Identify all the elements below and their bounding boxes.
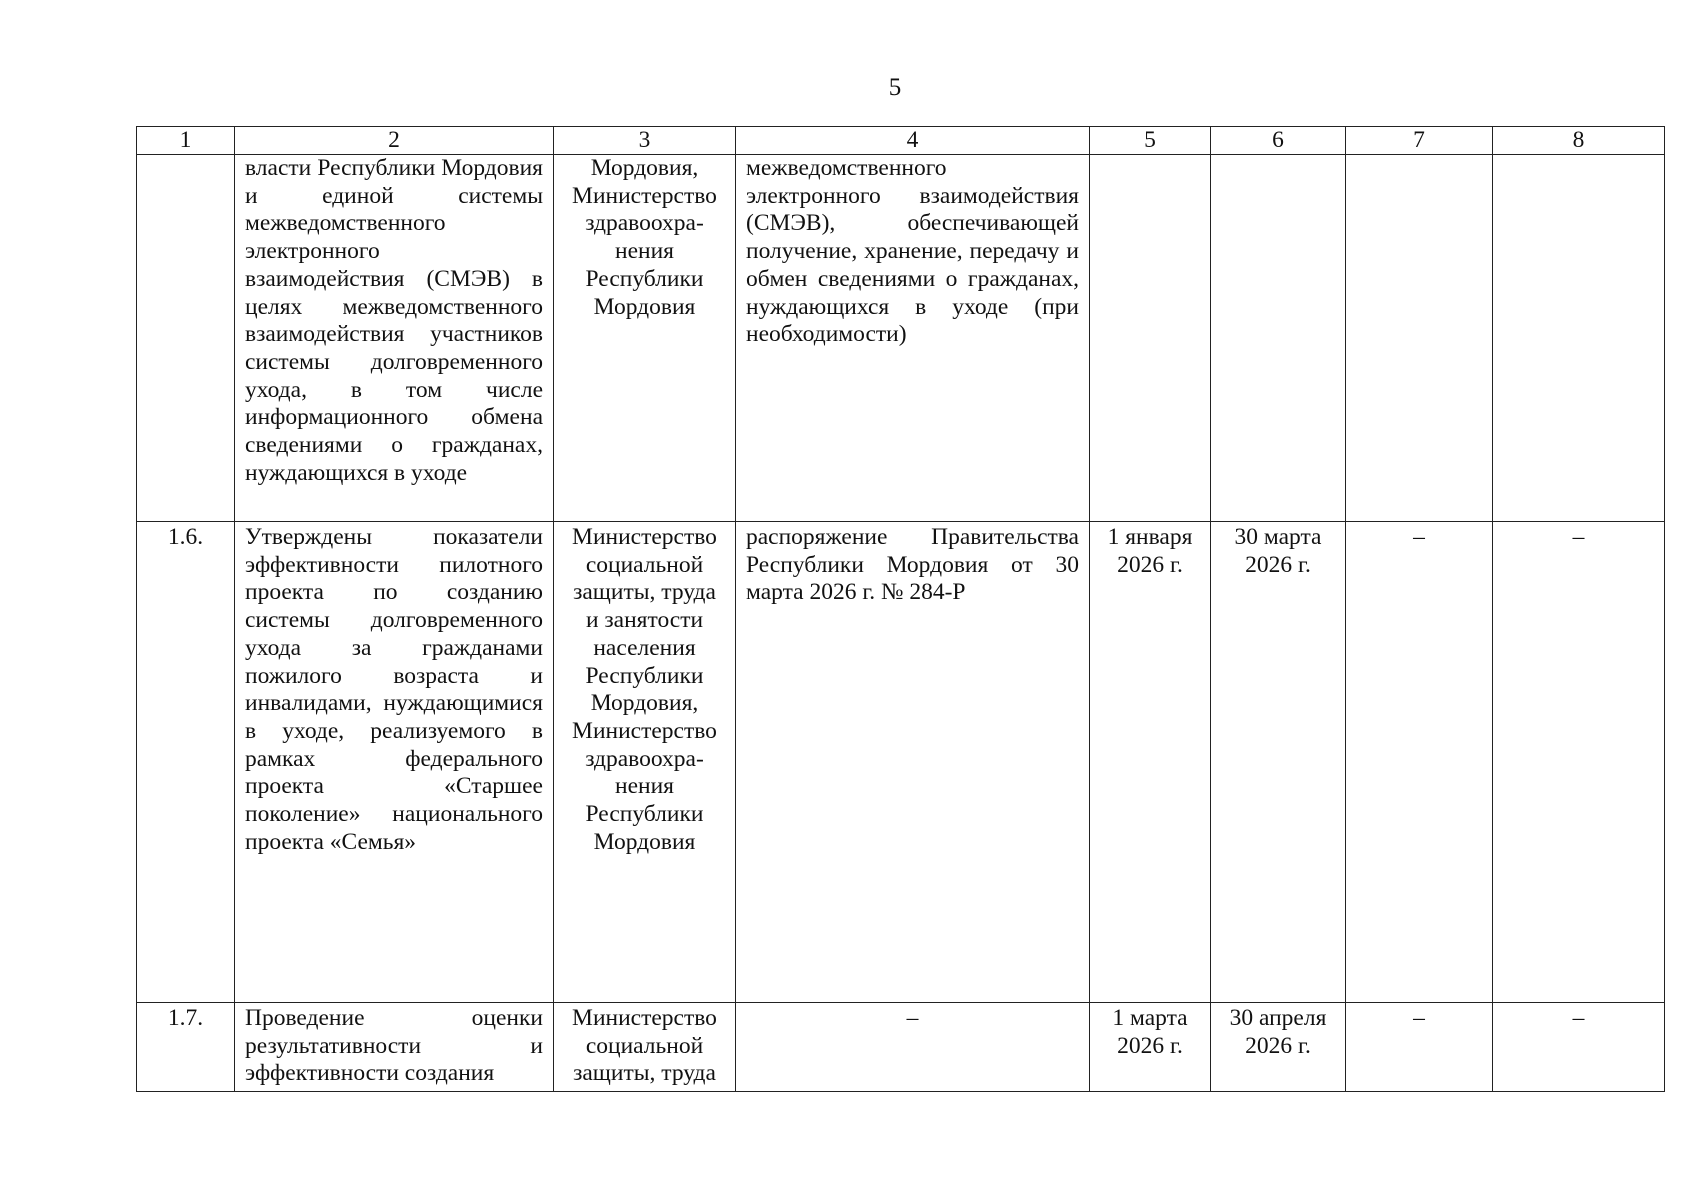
row-col7 bbox=[1346, 155, 1493, 522]
row-start-date: 1 марта 2026 г. bbox=[1090, 1003, 1211, 1092]
row-number: 1.7. bbox=[137, 1003, 235, 1092]
table-row bbox=[137, 1003, 1665, 1092]
row-result: – bbox=[736, 1003, 1090, 1092]
header-cell-4: 4 bbox=[736, 127, 1090, 155]
row-responsible: Мордовия, Министерство здравоохра-нения Республики Мордовия bbox=[554, 155, 736, 522]
table-row bbox=[137, 522, 1665, 1003]
row-responsible: Министерство социальной защиты, труда и занятости населения Республики Мордовия, Министерство здравоохра-нения Республики Мордовия bbox=[554, 522, 736, 1003]
header-cell-1: 1 bbox=[137, 127, 235, 155]
row-col8: – bbox=[1493, 522, 1665, 1003]
header-cell-7: 7 bbox=[1346, 127, 1493, 155]
header-cell-5: 5 bbox=[1090, 127, 1211, 155]
plan-table bbox=[136, 126, 1665, 1092]
page-number: 5 bbox=[888, 74, 902, 101]
row-description: Проведение оценки результативности и эффективности создания bbox=[235, 1003, 554, 1092]
header-cell-2: 2 bbox=[235, 127, 554, 155]
row-description: Утверждены показатели эффективности пилотного проекта по созданию системы долговременного ухода за гражданами пожилого возраста и инвалидами, нуждающимися в уходе, реализуемого в рамках федерального проекта «Старшее поколение» национального проекта «Семья» bbox=[235, 522, 554, 1003]
row-start-date: 1 января 2026 г. bbox=[1090, 522, 1211, 1003]
row-description: власти Республики Мордовия и единой системы межведомственного электронного взаимодействия (СМЭВ) в целях межведомственного взаимодействия участников системы долговременного ухода, в том числе информационного обмена сведениями о гражданах, нуждающихся в уходе bbox=[235, 155, 554, 522]
row-col7: – bbox=[1346, 522, 1493, 1003]
row-start-date bbox=[1090, 155, 1211, 522]
row-number: 1.6. bbox=[137, 522, 235, 1003]
header-cell-6: 6 bbox=[1211, 127, 1346, 155]
table-row bbox=[137, 155, 1665, 522]
row-end-date bbox=[1211, 155, 1346, 522]
row-result: распоряжение Правительства Республики Мордовия от 30 марта 2026 г. № 284-Р bbox=[736, 522, 1090, 1003]
row-col7: – bbox=[1346, 1003, 1493, 1092]
row-col8: – bbox=[1493, 1003, 1665, 1092]
row-number bbox=[137, 155, 235, 522]
row-col8 bbox=[1493, 155, 1665, 522]
header-row bbox=[137, 127, 1665, 155]
header-cell-3: 3 bbox=[554, 127, 736, 155]
header-cell-8: 8 bbox=[1493, 127, 1665, 155]
row-end-date: 30 марта 2026 г. bbox=[1211, 522, 1346, 1003]
row-responsible: Министерство социальной защиты, труда bbox=[554, 1003, 736, 1092]
row-result: межведомственного электронного взаимодействия (СМЭВ), обеспечивающей получение, хранение, передачу и обмен сведениями о гражданах, нуждающихся в уходе (при необходимости) bbox=[736, 155, 1090, 522]
row-end-date: 30 апреля 2026 г. bbox=[1211, 1003, 1346, 1092]
